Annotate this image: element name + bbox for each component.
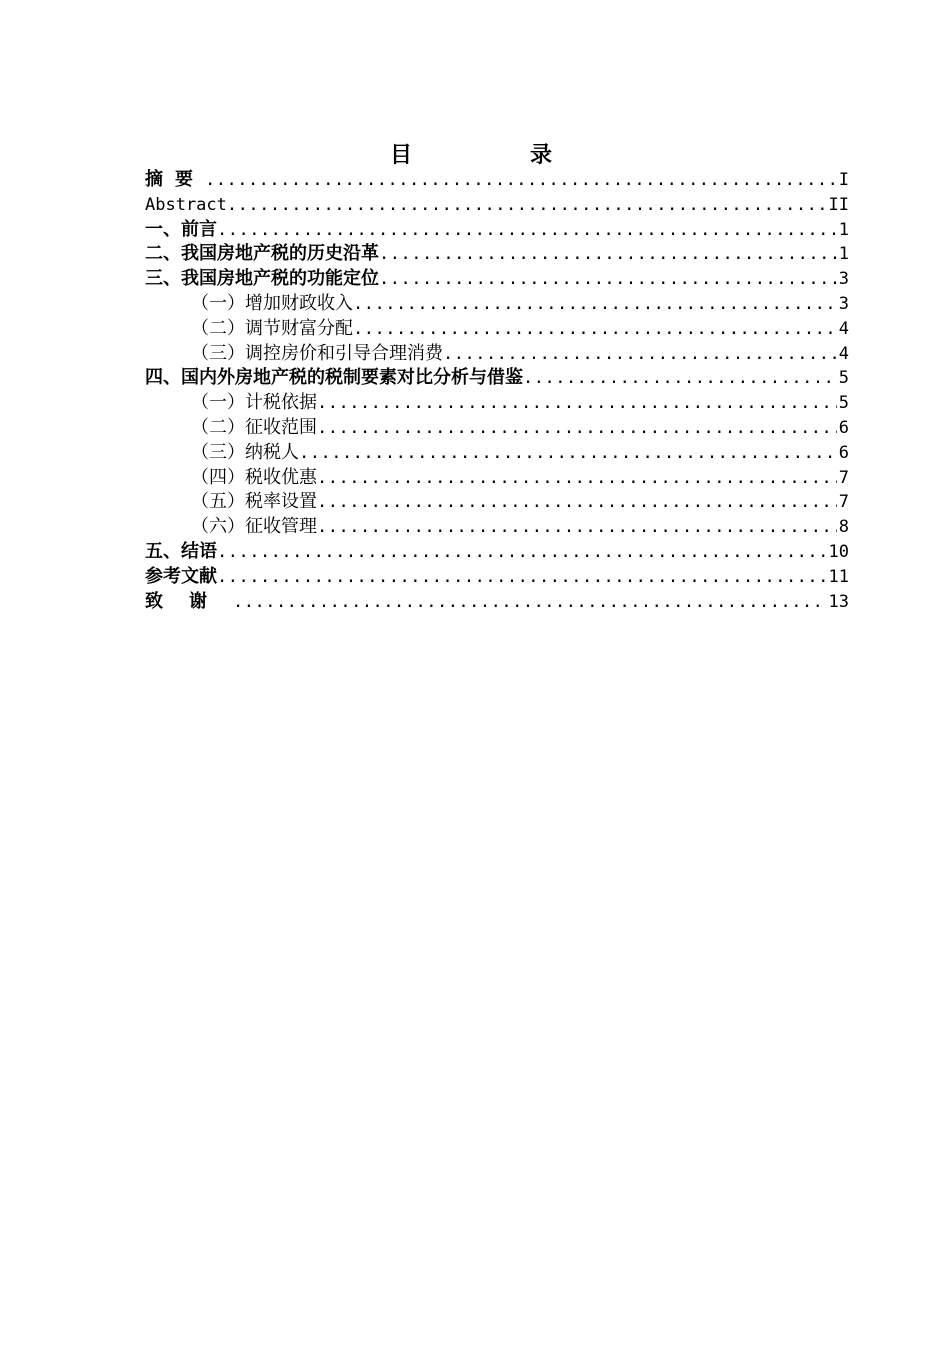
toc-entry-label: （一）增加财政收入	[191, 292, 353, 314]
toc-entry-abstract-cn[interactable]	[145, 168, 849, 193]
toc-page-number: 7	[838, 467, 849, 488]
toc-entry-label: 致谢	[145, 590, 233, 612]
toc-subentry-scope[interactable]	[145, 416, 849, 441]
toc-entry-preface[interactable]	[145, 218, 849, 243]
toc-dot-leader	[205, 168, 837, 193]
toc-entry-references[interactable]	[145, 565, 849, 590]
toc-dot-leader	[317, 515, 837, 540]
toc-entry-acknowledgements[interactable]	[145, 590, 849, 615]
toc-entry-conclusion[interactable]	[145, 540, 849, 565]
toc-entry-label: （六）征收管理	[191, 516, 317, 538]
toc-entry-label: （一）计税依据	[191, 392, 317, 414]
toc-dot-leader	[217, 565, 827, 590]
toc-page-number: 1	[838, 244, 849, 265]
toc-page-number: 5	[838, 393, 849, 414]
toc-dot-leader	[317, 466, 837, 491]
toc-dot-leader	[379, 242, 837, 267]
toc-dot-leader	[379, 267, 837, 292]
toc-page-number: 8	[838, 517, 849, 538]
toc-entry-label: 四、国内外房地产税的税制要素对比分析与借鉴	[145, 367, 523, 389]
toc-entry-label: 参考文献	[145, 565, 217, 587]
toc-dot-leader	[233, 590, 827, 615]
toc-page-number: 6	[838, 417, 849, 438]
toc-dot-leader	[317, 416, 837, 441]
toc-entry-label: Abstract	[145, 194, 227, 215]
toc-page-number: I	[838, 170, 849, 190]
toc-page-number: 4	[838, 343, 849, 364]
toc-dot-leader	[353, 292, 837, 317]
toc-page-number: 3	[838, 293, 849, 314]
toc-subentry-taxpayer[interactable]	[145, 441, 849, 466]
toc-entry-history[interactable]	[145, 242, 849, 267]
toc-title: 目 录	[389, 143, 600, 168]
toc-page-number: 7	[838, 492, 849, 513]
toc-page-number: 13	[828, 591, 849, 612]
toc-page-number: II	[828, 194, 849, 215]
toc-dot-leader	[317, 490, 837, 515]
toc-entry-label: （五）税率设置	[191, 491, 317, 513]
toc-entry-label: （四）税收优惠	[191, 466, 317, 488]
table-of-contents	[145, 168, 849, 614]
toc-dot-leader	[299, 441, 837, 466]
toc-entry-label: （三）调控房价和引导合理消费	[191, 342, 443, 364]
toc-entry-abstract-en[interactable]	[145, 193, 849, 218]
toc-page-number: 5	[838, 368, 849, 389]
toc-page-number: 3	[838, 269, 849, 290]
toc-entry-label: 一、前言	[145, 218, 217, 240]
toc-entry-label: （二）征收范围	[191, 416, 317, 438]
toc-page-number: 4	[838, 318, 849, 339]
toc-entry-label: 二、我国房地产税的历史沿革	[145, 243, 379, 265]
toc-subentry-tax-rate[interactable]	[145, 490, 849, 515]
toc-subentry-wealth-distribution[interactable]	[145, 317, 849, 342]
toc-dot-leader	[217, 218, 837, 243]
toc-entry-function[interactable]	[145, 267, 849, 292]
toc-entry-label: （三）纳税人	[191, 441, 299, 463]
toc-dot-leader	[317, 391, 837, 416]
toc-page-number: 6	[838, 442, 849, 463]
toc-entry-label: 摘要	[145, 169, 205, 190]
toc-dot-leader	[227, 193, 827, 218]
toc-subentry-incentives[interactable]	[145, 466, 849, 491]
toc-entry-comparison[interactable]	[145, 366, 849, 391]
toc-subentry-tax-basis[interactable]	[145, 391, 849, 416]
toc-dot-leader	[443, 342, 837, 367]
toc-entry-label: （二）调节财富分配	[191, 317, 353, 339]
toc-page-number: 10	[828, 541, 849, 562]
toc-subentry-fiscal-revenue[interactable]	[145, 292, 849, 317]
toc-dot-leader	[217, 540, 827, 565]
toc-dot-leader	[353, 317, 837, 342]
toc-subentry-administration[interactable]	[145, 515, 849, 540]
toc-page-number: 1	[838, 219, 849, 240]
toc-entry-label: 五、结语	[145, 540, 217, 562]
toc-page-number: 11	[828, 566, 849, 587]
toc-subentry-housing-price[interactable]	[145, 342, 849, 367]
toc-dot-leader	[523, 366, 837, 391]
toc-entry-label: 三、我国房地产税的功能定位	[145, 268, 379, 290]
